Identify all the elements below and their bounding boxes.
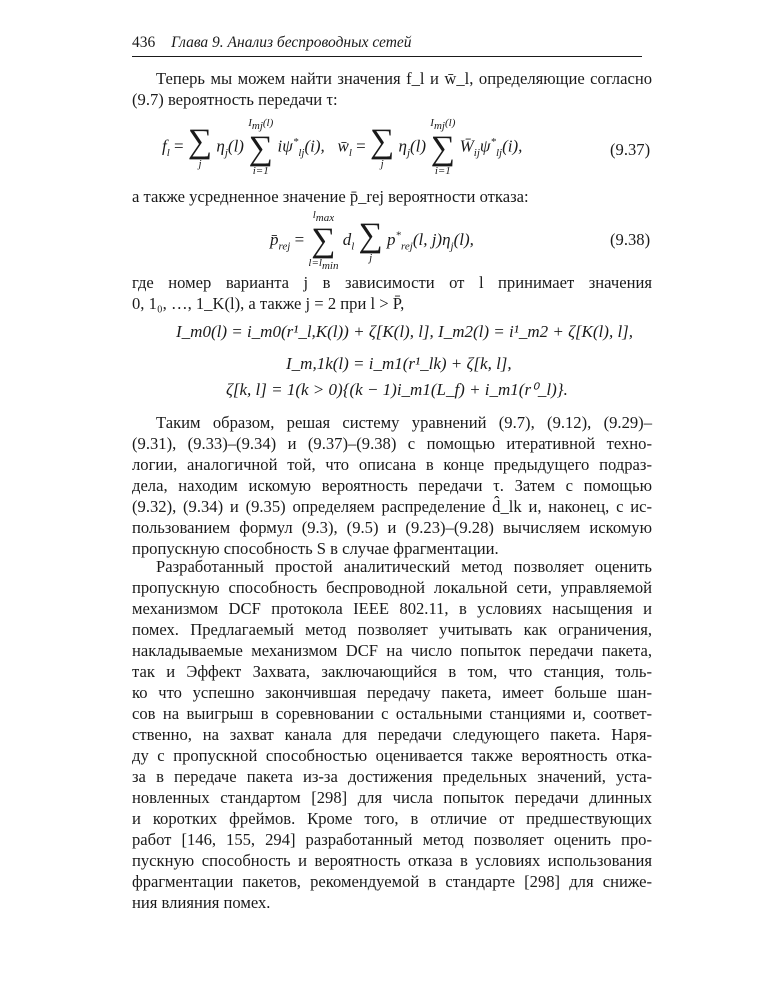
- chapter-title: Глава 9. Анализ беспроводных сетей: [171, 34, 412, 51]
- page-number: 436: [132, 34, 156, 51]
- equation-line-2: I_m,1k(l) = i_m1(r¹_lk) + ζ[k, l],: [286, 354, 512, 373]
- running-header: [132, 34, 642, 57]
- equation-9-37: $f_l$ = ∑ j $\eta_j(l)$ $I_{mj}(l)$ ∑ i=1 $i\psi^*_{lj}(i)$, $w̄_l$ = ∑ j $\eta_j(l)$ $I_{mj}(l)$ ∑ i=1 $W̄_{ij}\psi^*_{lj}(i)$,: [162, 117, 523, 178]
- mid-text: а также усредненное значение p̄_rej вероятности отказа:: [132, 187, 529, 206]
- intro-line-2: (9.7) вероятность передачи τ:: [132, 90, 338, 109]
- paragraph-2: Разработанный простой аналитический метод позволяет оценить пропускную способность беспроводной локальной сети, управляемой механизмом DCF протокола IEEE 802.11, в условиях насыщения и помех. Предлагаемый метод позволяет учитывать как ограничения, накладываемые механизмом DCF на число попыток передачи пакета, так и Эффект Захвата, заключающийся в том, что станция, толь- ко что успешно закончившая передачу пакета, имеет больше шан- сов на выигрыш в соревновании с остальными станциями и, соответ- ственно, на захват канала для передачи следующего пакета. Наря- ду с пропускной способностью оценивается также вероятность отка- за в передаче пакета из-за достижения предельных значений, уста- новленных стандартом [298] для числа попыток передачи длинных и коротких фреймов. Кроме того, в отличие от предшествующих работ [146, 155, 294] разработанный метод позволяет оценить про- пускную способность и вероятность отказа в условиях использования фрагментации пакетов, рекомендуемой в стандарте [298] для сниже- ния влияния помех.: [132, 557, 652, 912]
- paragraph-1: Таким образом, решая систему уравнений (9.7), (9.12), (9.29)– (9.31), (9.33)–(9.34) и (9.37)–(9.38) с помощью итеративной техно- логии, аналогичной той, что описана в конце предыдущего подраз- дела, находим искомую вероятность передачи τ. Затем с помощью (9.32), (9.34) и (9.35) определяем распределение d̂_lk и, наконец, с ис- пользованием формул (9.3), (9.5) и (9.23)–(9.28) вычисляем искомую пропускную способность S в случае фрагментации.: [132, 413, 652, 558]
- intro-line-1: Теперь мы можем найти значения f_l и w̄_l, определяющие согласно: [156, 69, 652, 88]
- equation-number-9-37: (9.37): [610, 140, 651, 159]
- intro-paragraph: [132, 68, 652, 110]
- equation-line-1: I_m0(l) = i_m0(r¹_l,K(l)) + ζ[K(l), l], I_m2(l) = i¹_m2 + ζ[K(l), l],: [176, 322, 634, 341]
- equation-9-38: $p̄_{rej}$ = $l_{max}$ ∑ $l=l_{min}$ $d_l$ ∑ j $p^*_{rej}(l$, $j)\eta_j(l)$,: [270, 209, 474, 273]
- equation-line-3: ζ[k, l] = 1(k > 0){(k − 1)i_m1(L_f) + i_m1(r⁰_l)}.: [226, 380, 568, 399]
- where-text: где номер варианта j в зависимости от l принимает значения 0, 1₀, …, 1_K(l), а также j = 2 при l > P̄,: [132, 273, 652, 313]
- equation-number-9-38: (9.38): [610, 230, 651, 249]
